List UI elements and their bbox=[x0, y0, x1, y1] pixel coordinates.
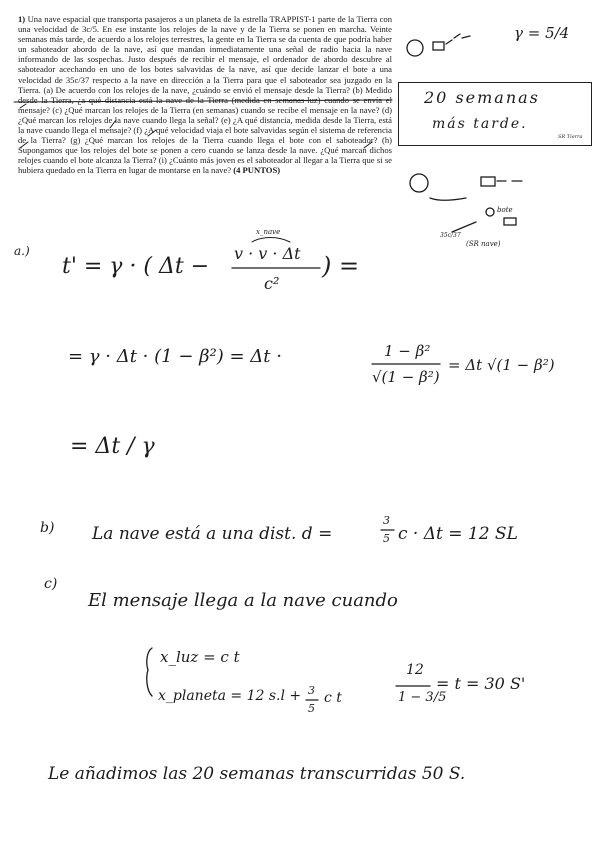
earth-circle-sketch bbox=[407, 40, 423, 56]
bote-rect-sketch bbox=[504, 218, 516, 225]
system-line-2: x_planeta = 12 s.l + bbox=[158, 688, 302, 704]
ship-arrow-sketch bbox=[446, 34, 470, 44]
ship-rect-sketch-2 bbox=[481, 177, 495, 186]
system-frac-den: 5 bbox=[308, 702, 315, 715]
part-b-text: La nave está a una dist. d = bbox=[92, 524, 333, 544]
part-a-label: a.) bbox=[14, 244, 30, 258]
eq3: = Δt / γ bbox=[70, 434, 155, 459]
eq1-over: x_nave bbox=[256, 228, 281, 236]
system-frac-num: 3 bbox=[308, 684, 315, 697]
eq1-end: ) = bbox=[322, 252, 360, 280]
bote-circle-sketch bbox=[486, 208, 494, 216]
eq2-left: = γ · Δt · (1 − β²) = Δt · bbox=[68, 346, 282, 367]
problem-number: 1) bbox=[18, 14, 26, 24]
part-b-label: b) bbox=[40, 520, 55, 536]
gamma-note: γ = 5/4 bbox=[514, 24, 570, 42]
eq2-numerator: 1 − β² bbox=[384, 342, 431, 360]
problem-points: (4 PUNTOS) bbox=[233, 165, 281, 176]
part-c-text: El mensaje llega a la nave cuando bbox=[88, 590, 398, 611]
ship-rect-sketch bbox=[433, 42, 444, 50]
solution-numerator: 12 bbox=[406, 662, 424, 678]
part-b-frac-den: 5 bbox=[383, 532, 390, 545]
eq2-denominator: √(1 − β²) bbox=[372, 368, 440, 386]
eq1-denominator: c² bbox=[264, 274, 280, 293]
earth-circle-sketch-2 bbox=[410, 174, 428, 192]
eq1-overbrace bbox=[252, 238, 290, 243]
margin-ticks bbox=[20, 104, 372, 148]
system-brace bbox=[147, 648, 152, 696]
box-line-2: más tarde. bbox=[432, 116, 528, 132]
bote-label: bote bbox=[497, 206, 513, 214]
box-corner-label: SR Tierra bbox=[558, 134, 583, 140]
system-line-1: x_luz = c t bbox=[160, 648, 240, 666]
eq1-lhs: t' = γ · ( Δt − bbox=[62, 254, 210, 279]
part-b-tail: c · Δt = 12 SL bbox=[398, 524, 518, 544]
part-c-label: c) bbox=[44, 576, 58, 592]
wave-sketch bbox=[430, 198, 466, 200]
final-line: Le añadimos las 20 semanas transcurridas 50 S. bbox=[48, 764, 466, 784]
eq1-numerator: v · v · Δt bbox=[234, 244, 301, 263]
part-b-frac-num: 3 bbox=[383, 514, 390, 527]
problem-text: Una nave espacial que transporta pasajeros a un planeta de la estrella TRAPPIST-1 parte de la Tierra con una velocidad de 3c/5. En ese instante los relojes de la nave y de la Tierra se ponen en marcha. Veinte semanas más tarde, de acuerdo a los relojes terrestres, la gente en la Tierra se da cuenta de que podría haber un saboteador abordo de la nave, así que mandan inmediatamente una señal de radio hacia la nave informando de las sospechas. Justo después de recibir el mensaje, el ordenador de abordo descubre al saboteador acechando en uno de los botes salvavidas de la nave, así que decide lanzar el bote a una velocidad de 35c/37 respecto a la nave en dirección a la Tierra para que el saboteador sea juzgado en la Tierra. (a) De acuerdo con los relojes de la nave, ¿cuándo se envió el mensaje desde la Tierra? (b) Medido desde la Tierra, ¿a qué distancia está la nave de la Tierra (medida en semanas-luz) cuando se envía el mensaje? (c) ¿Qué marcan los relojes de la Tierra (en semanas) cuando se recibe el mensaje en la nave? (d) ¿Qué marcan los relojes de la nave cuando llega la señal? (e) ¿A qué distancia, medida desde la Tierra, está la nave cuando llega el mensaje? (f) ¿A qué velocidad viaja el bote salvavidas según el sistema de referencia de la Tierra? (g) ¿Qué marcan los relojes de la Tierra cuando llega el bote con el saboteador? (h) Supongamos que los relojes del bote se ponen a cero cuando se lanza desde la nave. ¿Qué marcan dichos relojes cuando el bote alcanza la Tierra? (i) ¿Cuánto más joven es el saboteador al llegar a la Tierra que si se hubiera quedado en la Tierra en lugar de montarse en la nave? bbox=[18, 14, 392, 176]
system-line-2-tail: c t bbox=[324, 690, 342, 706]
bote-arrow-sketch bbox=[452, 222, 476, 232]
solution-denominator: 1 − 3/5 bbox=[398, 690, 447, 705]
eq2-right: = Δt √(1 − β²) bbox=[448, 356, 555, 374]
box-line-1: 20 semanas bbox=[424, 88, 540, 107]
separator-line bbox=[14, 100, 392, 102]
solution-result: = t = 30 S' bbox=[436, 674, 526, 693]
speed-label: 35c/37 bbox=[440, 232, 461, 239]
sr-nave-label: (SR nave) bbox=[466, 240, 501, 248]
